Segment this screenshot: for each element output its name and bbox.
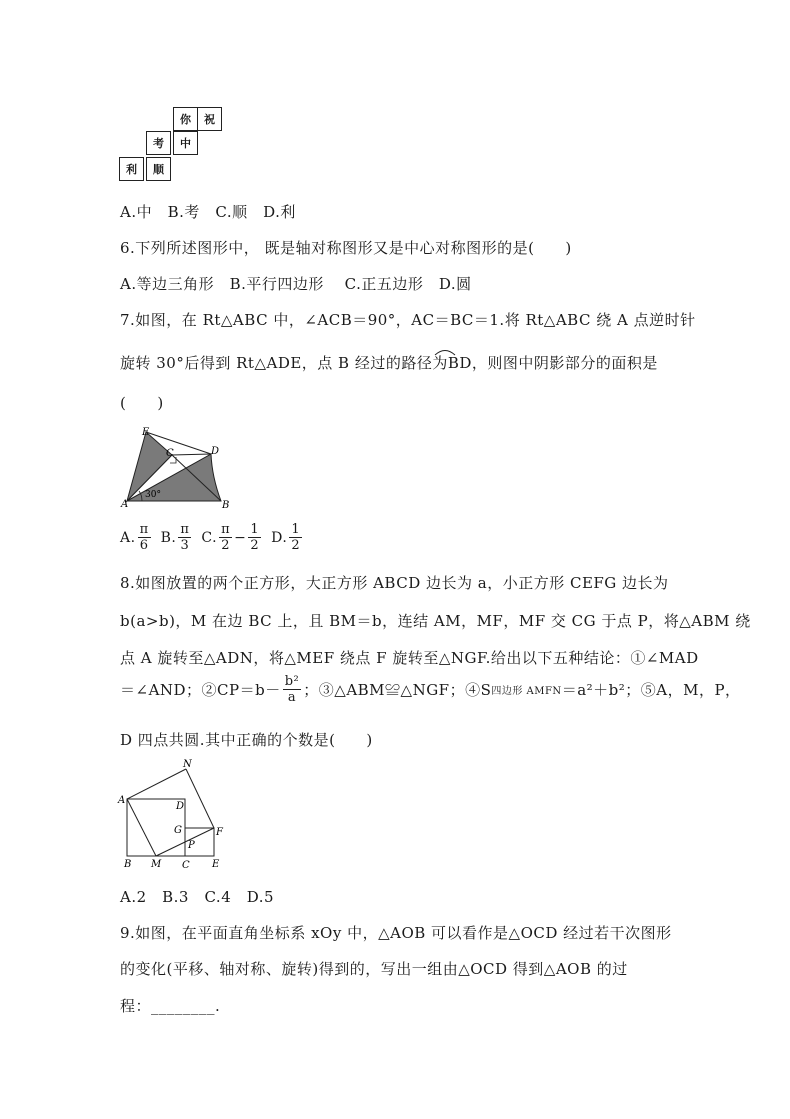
net-cell-zhu: 祝	[197, 107, 222, 131]
q7-option-c-num1: π	[221, 522, 231, 537]
q7-option-c-num2: 1	[250, 522, 260, 537]
q8-line4-a: ＝∠AND；②CP＝b－	[120, 681, 281, 699]
q7-option-c-den1: 2	[221, 538, 230, 553]
arc-mark-icon	[432, 346, 458, 356]
q8-figure	[115, 757, 235, 873]
q8-stem-line1: 8.如图放置的两个正方形，大正方形 ABCD 边长为 a，小正方形 CEFG 边长为	[120, 574, 669, 592]
q8-line4-sub: 四边形 AMFN	[491, 686, 562, 697]
label-G: G	[174, 825, 182, 836]
label-D: D	[211, 446, 220, 457]
label-A: A	[118, 795, 126, 806]
q7-option-c-den2: 2	[250, 538, 260, 553]
label-B: B	[124, 859, 132, 870]
label-angle: 30°	[145, 490, 161, 500]
q8-line4-num: b²	[284, 674, 300, 689]
q9-line3-a: 程：	[120, 997, 152, 1015]
q8-options: A.2 B.3 C.4 D.5	[120, 888, 275, 906]
q7-figure	[112, 425, 242, 513]
label-F: F	[216, 827, 223, 838]
label-C: C	[166, 448, 174, 459]
label-E: E	[142, 427, 150, 438]
net-cell-zhong: 中	[173, 131, 198, 155]
label-P: P	[188, 840, 195, 851]
q8-line4-b: ；③△ABM≌△NGF；④S	[303, 681, 492, 699]
q5-options: A.中 B.考 C.顺 D.利	[120, 203, 296, 221]
q9-stem-line2: 的变化(平移、轴对称、旋转)得到的，写出一组由△OCD 得到△AOB 的过	[120, 960, 628, 978]
q8-stem-line3: 点 A 旋转至△ADN，将△MEF 绕点 F 旋转至△NGF.给出以下五种结论：①∠MAD	[120, 649, 699, 667]
q8-stem-line5: D 四点共圆.其中正确的个数是( )	[120, 731, 373, 749]
q7-option-d-prefix: D.	[271, 529, 288, 546]
q9-stem-line1: 9.如图，在平面直角坐标系 xOy 中，△AOB 可以看作是△OCD 经过若干次图形	[120, 924, 672, 942]
q7-stem-line2: 旋转 30°后得到 Rt△ADE，点 B 经过的路径为BD，则图中阴影部分的面积是	[120, 354, 658, 372]
q7-option-d-num: 1	[291, 522, 301, 537]
q9-stem-line3	[120, 995, 220, 1016]
q7-stem-line3: ( )	[120, 394, 164, 412]
label-B: B	[222, 500, 230, 511]
label-N: N	[183, 759, 192, 770]
answer-blank: ________	[151, 997, 216, 1015]
net-cell-kao: 考	[146, 131, 171, 155]
q8-line4-c: ＝a²＋b²；⑤A，M，P，	[561, 681, 741, 699]
q6-options: A.等边三角形 B.平行四边形 C.正五边形 D.圆	[120, 275, 472, 293]
q7-option-b-prefix: B.	[160, 529, 177, 546]
q7-option-a-prefix: A.	[120, 529, 136, 546]
q7-option-d-den: 2	[291, 538, 301, 553]
label-A: A	[121, 499, 129, 510]
net-cell-ni: 你	[173, 107, 198, 131]
label-M: M	[151, 859, 162, 870]
label-E: E	[212, 859, 220, 870]
q7-option-b-num: π	[180, 522, 190, 537]
q7-options	[120, 522, 304, 553]
net-cell-shun: 顺	[146, 157, 171, 181]
q7-stem-line1: 7.如图，在 Rt△ABC 中，∠ACB＝90°，AC＝BC＝1.将 Rt△ABC 绕 A 点逆时针	[120, 311, 696, 329]
q8-stem-line4	[120, 674, 741, 705]
q9-line3-b: .	[215, 997, 221, 1015]
q7-option-b-den: 3	[180, 538, 190, 553]
label-C: C	[182, 860, 190, 871]
label-D: D	[176, 801, 185, 812]
q7-option-c-prefix: C.	[201, 529, 218, 546]
q7-option-c-minus: −	[234, 529, 247, 546]
q8-line4-den: a	[287, 690, 297, 705]
q8-stem-line2: b(a>b)，M 在边 BC 上，且 BM＝b，连结 AM，MF，MF 交 CG 于点 P，将△ABM 绕	[120, 612, 751, 630]
q7-option-a-den: 6	[139, 538, 149, 553]
q6-stem: 6.下列所述图形中， 既是轴对称图形又是中心对称图形的是( )	[120, 239, 572, 257]
net-cell-li: 利	[119, 157, 144, 181]
q7-option-a-num: π	[139, 522, 149, 537]
